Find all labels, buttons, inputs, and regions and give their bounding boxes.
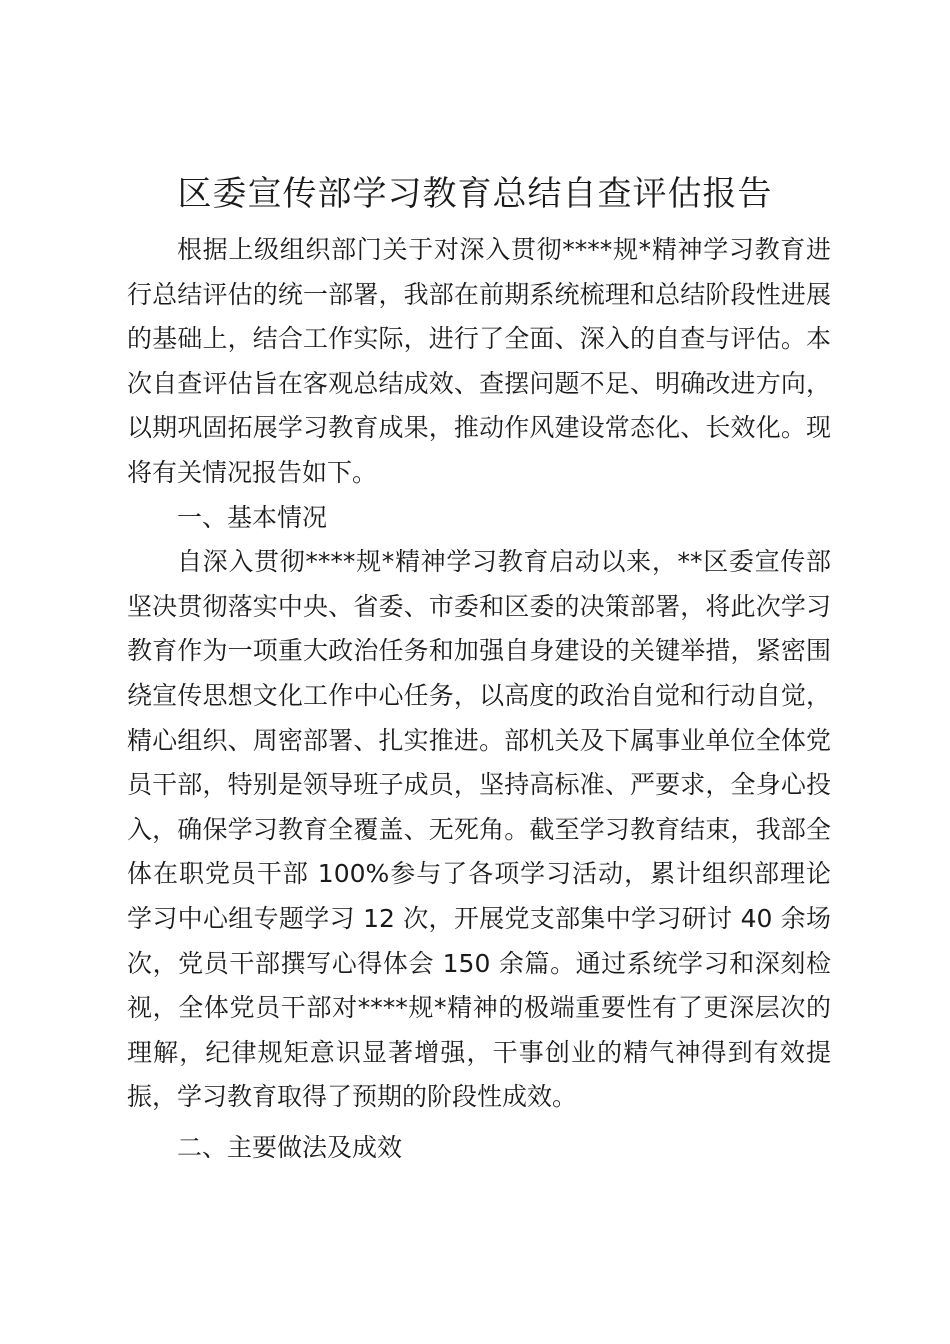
section-1-heading: 一、基本情况 — [177, 502, 328, 532]
intro-paragraph: 根据上级组织部门关于对深入贯彻****规*精神学习教育进行总结评估的统一部署，我部在前期系统梳理和总结阶段性进展的基础上，结合工作实际，进行了全面、深入的自查与评估。本次自查评估旨在客观总结成效、查摆问题不足、明确改进方向，以期巩固拓展学习教育成果，推动作风建设常态化、长效化。现将有关情况报告如下。 — [127, 235, 831, 487]
document-title: 区委宣传部学习教育总结自查评估报告 — [177, 174, 773, 214]
section-2-heading: 二、主要做法及成效 — [177, 1132, 403, 1162]
section-1-paragraph: 自深入贯彻****规*精神学习教育启动以来，**区委宣传部坚决贯彻落实中央、省委、市委和区委的决策部署，将此次学习教育作为一项重大政治任务和加强自身建设的关键举措，紧密围绕宣传思想文化工作中心任务，以高度的政治自觉和行动自觉，精心组织、周密部署、扎实推进。部机关及下属事业单位全体党员干部，特别是领导班子成员，坚持高标准、严要求，全身心投入，确保学习教育全覆盖、无死角。截至学习教育结束，我部全体在职党员干部 100%参与了各项学习活动，累计组织部理论学习中心组专题学习 12 次，开展党支部集中学习研讨 40 余场次，党员干部撰写心得体会 150 余篇。通过系统学习和深刻检视，全体党员干部对****规*精神的极端重要性有了更深层次的理解，纪律规矩意识显著增强，干事创业的精气神得到有效提振，学习教育取得了预期的阶段性成效。 — [127, 547, 831, 1112]
document-body — [127, 228, 831, 1170]
